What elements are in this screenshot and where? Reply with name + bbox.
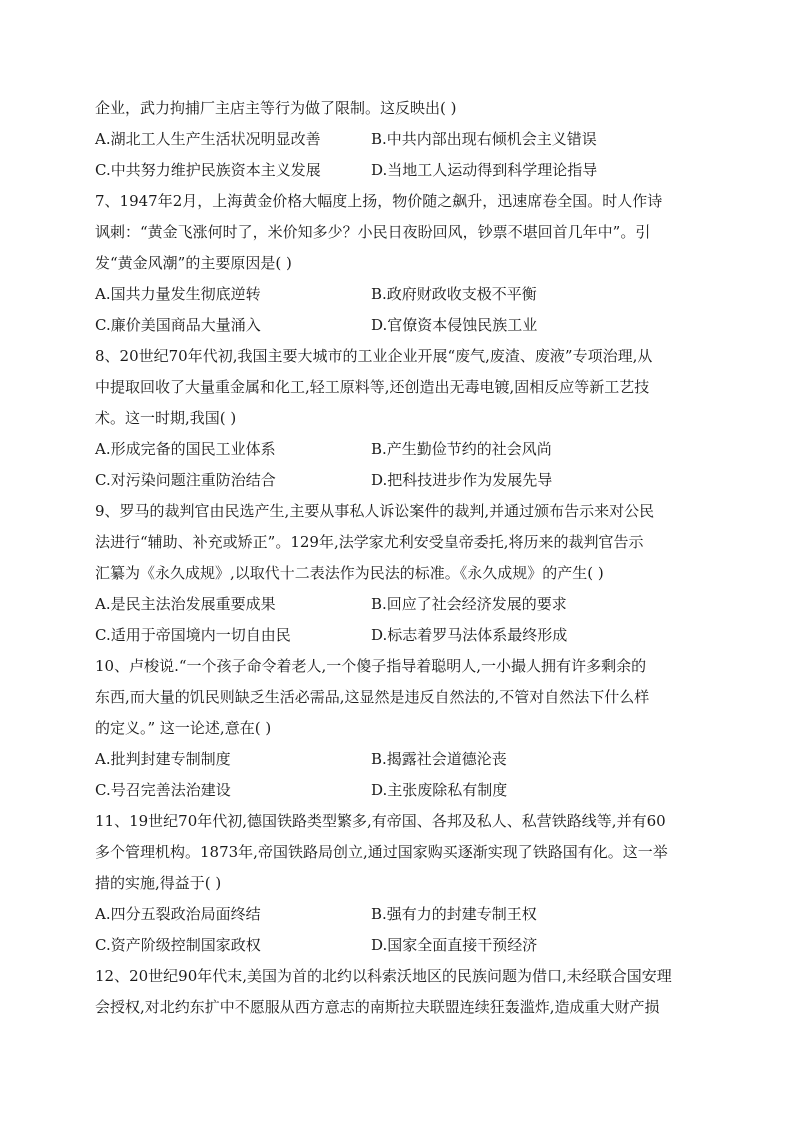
- options-row: [95, 930, 695, 961]
- question-text: 9、罗马的裁判官由民选产生,主要从事私人诉讼案件的裁判,并通过颁布告示来对公民: [95, 502, 655, 520]
- option-c: C.对污染问题注重防治结合: [95, 471, 276, 489]
- question-text: 法进行“辅助、补充或矫正”。129年,法学家尤利安受皇帝委托,将历来的裁判官告示: [95, 533, 644, 551]
- option-d: D.标志着罗马法体系最终形成: [371, 626, 568, 644]
- option-a: A.是民主法治发展重要成果: [95, 595, 276, 613]
- question-text: 7、1947年2月，上海黄金价格大幅度上扬，物价随之飙升，迅速席卷全国。时人作诗: [95, 192, 663, 210]
- option-c: C.适用于帝国境内一切自由民: [95, 626, 291, 644]
- question-text: 汇纂为《永久成规》,以取代十二表法作为民法的标准。《永久成规》的产生( ): [95, 564, 604, 582]
- question-text: 发“黄金风潮”的主要原因是( ): [95, 254, 292, 272]
- question-7: [95, 186, 695, 341]
- question-11: [95, 806, 695, 961]
- option-b: B.政府财政收支极不平衡: [371, 285, 537, 303]
- options-row: [95, 899, 695, 930]
- options-row: [95, 775, 695, 806]
- options-row: [95, 124, 695, 155]
- options-row: [95, 279, 695, 310]
- question-text: 中提取回收了大量重金属和化工,轻工原料等,还创造出无毒电镀,固相反应等新工艺技: [95, 378, 650, 396]
- option-b: B.强有力的封建专制王权: [371, 905, 537, 923]
- option-c: C.中共努力维护民族资本主义发展: [95, 161, 321, 179]
- option-d: D.官僚资本侵蚀民族工业: [371, 316, 538, 334]
- question-text: 企业，武力拘捕厂主店主等行为做了限制。这反映出( ): [95, 99, 457, 117]
- options-row: [95, 589, 695, 620]
- question-text: 10、卢梭说.“一个孩子命令着老人,一个傻子指导着聪明人,一小撮人拥有许多剩余的: [95, 657, 647, 675]
- question-text: 东西,而大量的饥民则缺乏生活必需品,这显然是违反自然法的,不管对自然法下什么样: [95, 688, 650, 706]
- question-text: 11、19世纪70年代初,德国铁路类型繁多,有帝国、各邦及私人、私营铁路线等,并有60: [95, 812, 666, 830]
- options-row: [95, 434, 695, 465]
- question-text: 多个管理机构。1873年,帝国铁路局创立,通过国家购买逐渐实现了铁路国有化。这一举: [95, 843, 668, 861]
- question-8: [95, 341, 695, 496]
- option-a: A.批判封建专制制度: [95, 750, 231, 768]
- question-text: 8、20世纪70年代初,我国主要大城市的工业企业开展“废气,废渣、废液”专项治理,从: [95, 347, 653, 365]
- option-a: A.形成完备的国民工业体系: [95, 440, 276, 458]
- options-row: [95, 620, 695, 651]
- question-text: 术。这一时期,我国( ): [95, 409, 237, 427]
- option-a: A.湖北工人生产生活状况明显改善: [95, 130, 321, 148]
- option-c: C.资产阶级控制国家政权: [95, 936, 261, 954]
- question-text: 的定义。” 这一论述,意在( ): [95, 719, 272, 737]
- option-b: B.揭露社会道德沦丧: [371, 750, 507, 768]
- option-d: D.把科技进步作为发展先导: [371, 471, 553, 489]
- options-row: [95, 744, 695, 775]
- option-a: A.国共力量发生彻底逆转: [95, 285, 261, 303]
- options-row: [95, 155, 695, 186]
- option-d: D.主张废除私有制度: [371, 781, 508, 799]
- question-9: [95, 496, 695, 651]
- question-text: 措的实施,得益于( ): [95, 874, 222, 892]
- options-row: [95, 310, 695, 341]
- question-text: 12、20世纪90年代末,美国为首的北约以科索沃地区的民族问题为借口,未经联合国安理: [95, 967, 672, 985]
- option-a: A.四分五裂政治局面终结: [95, 905, 261, 923]
- option-b: B.回应了社会经济发展的要求: [371, 595, 567, 613]
- question-6: [95, 93, 695, 186]
- option-c: C.号召完善法治建设: [95, 781, 231, 799]
- question-text: 讽刺：“黄金飞涨何时了，米价知多少？小民日夜盼回风，钞票不堪回首几年中”。引: [95, 223, 651, 241]
- question-12: [95, 961, 695, 1023]
- option-b: B.中共内部出现右倾机会主义错误: [371, 130, 597, 148]
- option-d: D.国家全面直接干预经济: [371, 936, 538, 954]
- question-10: [95, 651, 695, 806]
- question-text: 会授权,对北约东扩中不愿服从西方意志的南斯拉夫联盟连续狂轰滥炸,造成重大财产损: [95, 998, 660, 1016]
- option-d: D.当地工人运动得到科学理论指导: [371, 161, 598, 179]
- options-row: [95, 465, 695, 496]
- option-c: C.廉价美国商品大量涌入: [95, 316, 261, 334]
- option-b: B.产生勤俭节约的社会风尚: [371, 440, 552, 458]
- question-list: [95, 93, 695, 1023]
